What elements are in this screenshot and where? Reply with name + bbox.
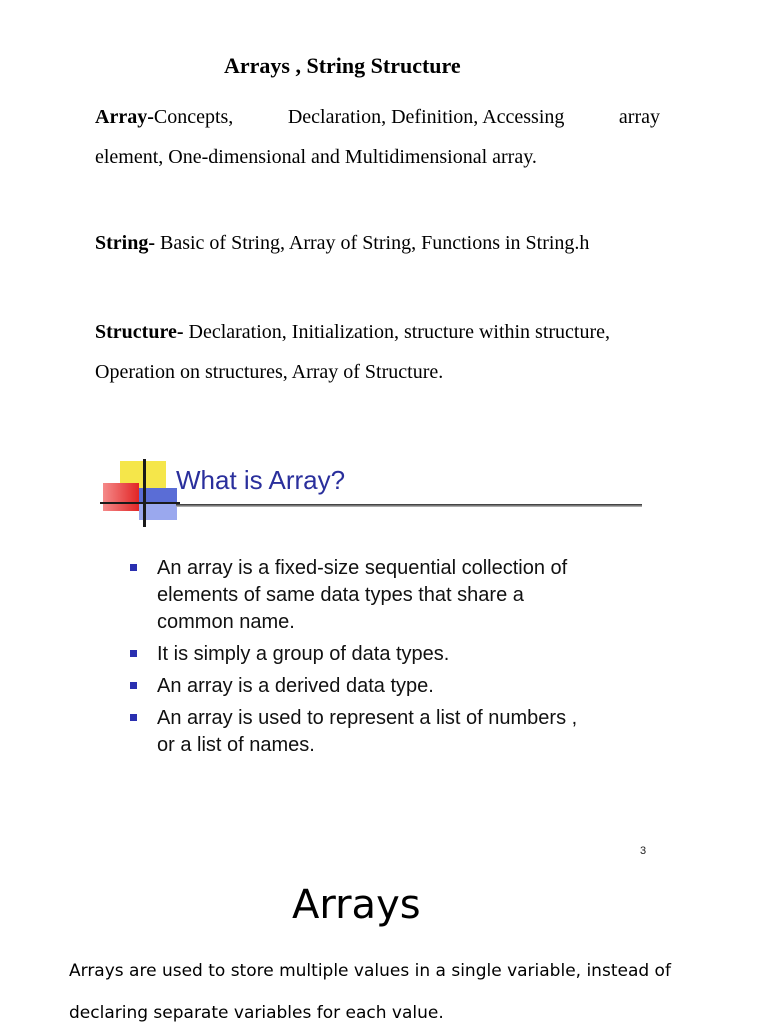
slide-logo-horizontal-line bbox=[100, 502, 180, 504]
square-bullet-icon bbox=[130, 650, 137, 657]
array-concepts: Concepts, bbox=[153, 106, 234, 128]
bullet-line: It is simply a group of data types. bbox=[157, 643, 450, 665]
arrays-description-line1: Arrays are used to store multiple values in a single variable, instead of bbox=[69, 961, 671, 981]
slide-image bbox=[100, 455, 660, 860]
slide-bullet-item bbox=[130, 555, 640, 636]
string-term: String- bbox=[95, 232, 155, 254]
arrays-heading: Arrays bbox=[292, 882, 421, 928]
array-line1-part3: array bbox=[618, 106, 660, 128]
array-line1-part2: Declaration, Definition, Accessing bbox=[287, 106, 565, 128]
bullet-line: An array is used to represent a list of numbers , bbox=[157, 707, 578, 729]
bullet-line: elements of same data types that share a bbox=[157, 584, 524, 606]
slide-logo-red-square bbox=[103, 483, 139, 511]
square-bullet-icon bbox=[130, 714, 137, 721]
slide-title: What is Array? bbox=[176, 465, 346, 495]
square-bullet-icon bbox=[130, 682, 137, 689]
structure-paragraph-line1 bbox=[95, 312, 685, 352]
arrays-description bbox=[69, 950, 719, 1034]
slide-bullet-item bbox=[130, 673, 640, 700]
structure-paragraph-line2: Operation on structures, Array of Structure. bbox=[95, 361, 444, 383]
string-paragraph bbox=[95, 223, 685, 263]
arrays-description-line2: declaring separate variables for each value. bbox=[69, 1003, 444, 1023]
slide-bullet-list bbox=[130, 555, 640, 764]
structure-paragraph bbox=[95, 312, 685, 392]
array-paragraph bbox=[95, 97, 685, 177]
bullet-line: common name. bbox=[157, 611, 295, 633]
array-line1-part1 bbox=[95, 97, 233, 137]
bullet-line: or a list of names. bbox=[157, 734, 315, 756]
array-paragraph-line1 bbox=[95, 97, 660, 137]
bullet-line: An array is a derived data type. bbox=[157, 675, 434, 697]
slide-title-underline bbox=[176, 504, 642, 507]
slide-bullet-item bbox=[130, 705, 640, 759]
string-text: Basic of String, Array of String, Functions in String.h bbox=[155, 232, 590, 254]
array-term: Array- bbox=[95, 106, 154, 128]
square-bullet-icon bbox=[130, 564, 137, 571]
slide-logo-vertical-line bbox=[143, 459, 146, 527]
document-title: Arrays , String Structure bbox=[224, 53, 461, 78]
structure-text-line1: Declaration, Initialization, structure within structure, bbox=[183, 321, 611, 343]
structure-term: Structure- bbox=[95, 321, 184, 343]
slide-bullet-item bbox=[130, 641, 640, 668]
slide-page-number: 3 bbox=[640, 845, 647, 857]
bullet-line: An array is a fixed-size sequential collection of bbox=[157, 557, 568, 579]
array-paragraph-line2: element, One-dimensional and Multidimensional array. bbox=[95, 146, 537, 168]
